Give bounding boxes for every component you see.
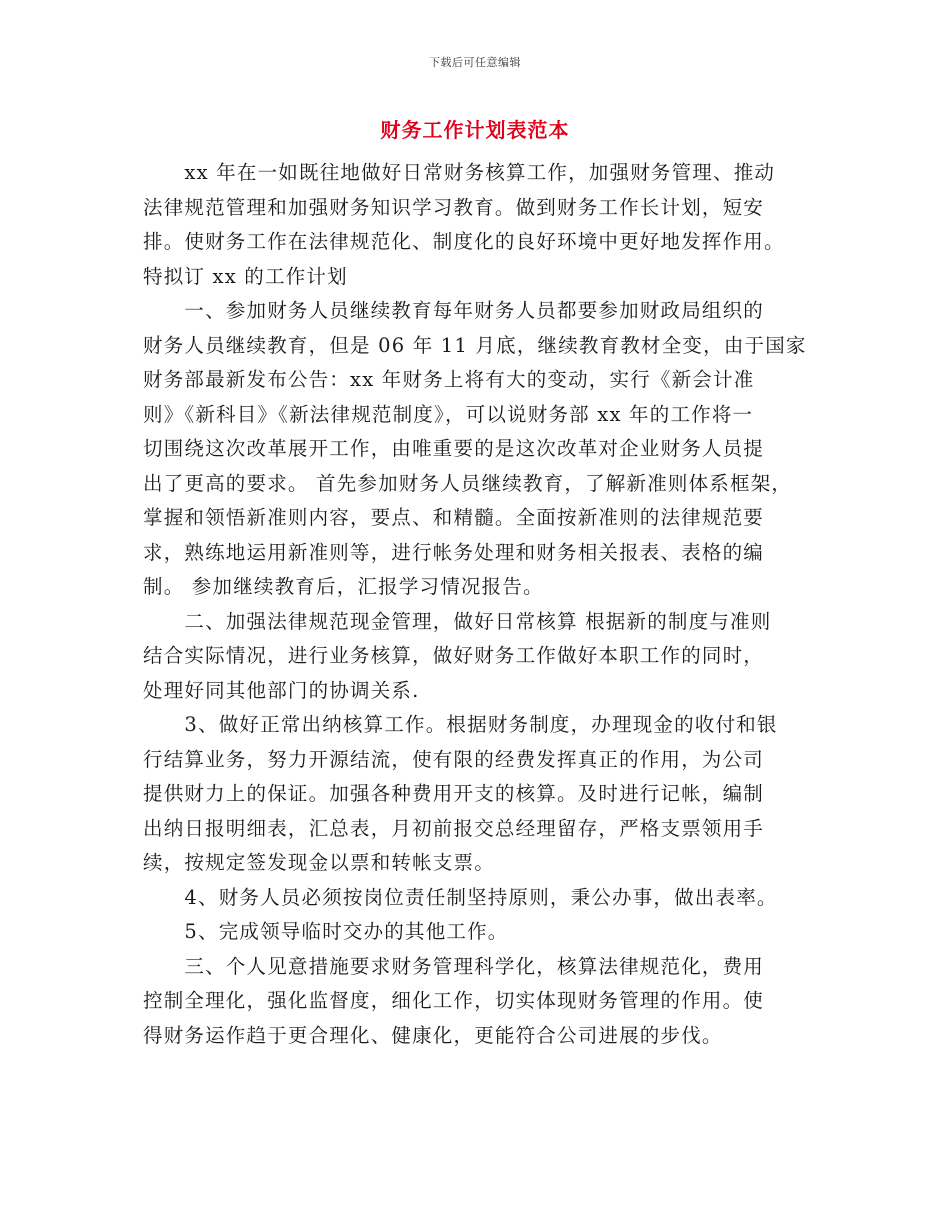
text-line: 财务人员继续教育，但是 06 年 11 月底，继续教育教材全变，由于国家 <box>143 333 807 357</box>
paragraph-section-1 <box>143 294 815 605</box>
text-line: 控制全理化，强化监督度，细化工作，切实体现财务管理的作用。使 <box>143 989 765 1012</box>
text-line: 二、加强法律规范现金管理，做好日常核算 根据新的制度与准则 <box>143 609 772 633</box>
text-line: 4、财务人员必须按岗位责任制坚持原则，秉公办事，做出表率。 <box>143 885 778 909</box>
paragraph-section-3 <box>143 950 815 1054</box>
paragraph-item-3 <box>143 708 815 881</box>
text-line: 5、完成领导临时交办的其他工作。 <box>143 920 509 943</box>
header-note: 下载后可任意编辑 <box>429 56 521 69</box>
text-line: 特拟订 xx 的工作计划 <box>143 264 348 288</box>
text-line: 三、个人见意措施要求财务管理科学化，核算法律规范化，费用 <box>143 954 765 978</box>
text-line: 续，按规定签发现金以票和转帐支票。 <box>143 851 495 874</box>
text-line: xx 年在一如既往地做好日常财务核算工作，加强财务管理、推动 <box>143 161 776 184</box>
text-line: 出纳日报明细表，汇总表，月初前报交总经理留存，严格支票领用手 <box>143 816 765 840</box>
paragraph-section-2 <box>143 605 815 709</box>
text-line: 结合实际情况，进行业务核算，做好财务工作做好本职工作的同时， <box>143 644 765 667</box>
text-line: 排。使财务工作在法律规范化、制度化的良好环境中更好地发挥作用。 <box>143 230 785 253</box>
text-line: 求，熟练地运用新准则等，进行帐务处理和财务相关报表、表格的编 <box>143 540 765 564</box>
text-line: 得财务运作趋于更合理化、健康化，更能符合公司进展的步伐。 <box>143 1023 723 1047</box>
paragraph-item-5 <box>143 915 815 950</box>
text-line: 财务部最新发布公告：xx 年财务上将有大的变动，实行《新会计准 <box>143 368 755 391</box>
text-line: 则》《新科目》《新法律规范制度》，可以说财务部 xx 年的工作将一 <box>143 402 754 426</box>
text-line: 制。 参加继续教育后，汇报学习情况报告。 <box>143 575 544 598</box>
text-line: 处理好同其他部门的协调关系. <box>143 678 420 702</box>
paragraph-item-4 <box>143 881 815 916</box>
text-line: 出了更高的要求。 首先参加财务人员继续教育，了解新准则体系框架， <box>143 471 793 495</box>
text-line: 行结算业务，努力开源结流，使有限的经费发挥真正的作用，为公司 <box>143 747 765 771</box>
text-line: 一、参加财务人员继续教育每年财务人员都要参加财政局组织的 <box>143 299 765 322</box>
document-body <box>143 156 815 1053</box>
document-title: 财务工作计划表范本 <box>380 118 570 142</box>
text-line: 3、做好正常出纳核算工作。根据财务制度，办理现金的收付和银 <box>143 713 778 736</box>
text-line: 掌握和领悟新准则内容，要点、和精髓。全面按新准则的法律规范要 <box>143 506 765 529</box>
text-line: 提供财力上的保证。加强各种费用开支的核算。及时进行记帐，编制 <box>143 782 765 805</box>
paragraph-intro <box>143 156 815 294</box>
text-line: 切围绕这次改革展开工作，由唯重要的是这次改革对企业财务人员提 <box>143 437 765 460</box>
text-line: 法律规范管理和加强财务知识学习教育。做到财务工作长计划，短安 <box>143 195 765 219</box>
